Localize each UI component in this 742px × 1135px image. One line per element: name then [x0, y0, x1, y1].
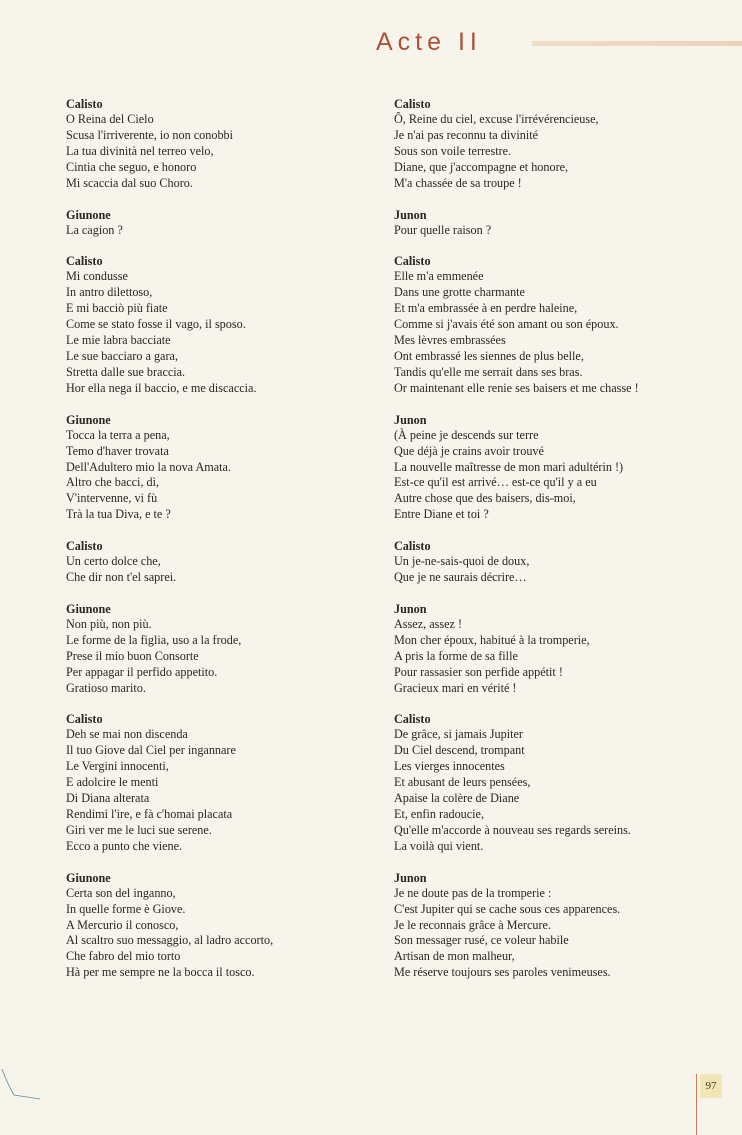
verse-line: Hà per me sempre ne la bocca il tosco. [66, 965, 255, 980]
verse-line: Que je ne saurais décrire… [394, 570, 527, 585]
verse-line: Che fabro del mio torto [66, 949, 181, 964]
speaker-name: Calisto [394, 539, 431, 554]
speech-block [394, 870, 714, 981]
speaker-name: Junon [394, 207, 427, 222]
verse-line: Giri ver me le luci sue serene. [66, 822, 212, 837]
verse-line: Tocca la terra a pena, [66, 427, 170, 442]
verse-line: Deh se mai non discenda [66, 727, 188, 742]
verse-line: Son messager rusé, ce voleur habile [394, 933, 569, 948]
speaker-name: Calisto [394, 254, 431, 269]
verse-line: Di Diana alterata [66, 791, 150, 806]
speech-block [394, 96, 714, 192]
verse-line: Al scaltro suo messaggio, al ladro accorto, [66, 933, 274, 948]
verse-line: Scusa l'irriverente, io non conobbi [66, 127, 234, 142]
verse-line: Les vierges innocentes [394, 759, 505, 774]
speech-block [66, 601, 366, 697]
verse-line: Temo d'haver trovata [66, 443, 169, 458]
speech-block [394, 207, 714, 239]
verse-line: La tua divinità nel terreo velo, [66, 143, 214, 158]
speech-block [394, 601, 714, 697]
verse-line: Et, enfin radoucie, [394, 807, 485, 821]
speaker-name: Giunone [66, 870, 111, 885]
verse-line: Pour rassasier son perfide appétit ! [394, 664, 563, 679]
verse-line: A Mercurio il conosco, [66, 917, 179, 932]
verse-line: V'intervenne, vi fù [66, 491, 158, 506]
speech-block [394, 412, 714, 523]
verse-line: Que déjà je crains avoir trouvé [394, 443, 544, 458]
verse-line: E adolcire le menti [66, 775, 159, 790]
speaker-name: Calisto [394, 712, 431, 727]
verse-line: Ecco a punto che viene. [66, 838, 183, 853]
speaker-name: Calisto [66, 539, 103, 554]
speaker-name: Junon [394, 870, 427, 885]
verse-line: La voilà qui vient. [394, 838, 484, 853]
verse-line: Entre Diane et toi ? [394, 507, 489, 522]
verse-line: Cintia che seguo, e honoro [66, 159, 197, 174]
speech-block [66, 207, 366, 239]
verse-line: M'a chassée de sa troupe ! [394, 175, 522, 190]
speech-block [66, 711, 366, 854]
verse-line: La cagion ? [66, 222, 123, 237]
verse-line: Per appagar il perfido appetito. [66, 664, 218, 679]
verse-line: Ont embrassé les siennes de plus belle, [394, 348, 584, 363]
speaker-name: Giunone [66, 207, 111, 222]
verse-line: Mi condusse [66, 269, 128, 284]
verse-line: Elle m'a emmenée [394, 269, 484, 284]
verse-line: Le sue bacciaro a gara, [66, 348, 178, 363]
header-rule [532, 41, 742, 46]
verse-line: Or maintenant elle renie ses baisers et me chasse ! [394, 380, 639, 395]
verse-line: Gracieux mari en vérité ! [394, 680, 517, 695]
verse-line: Le forme de la figlia, uso a la frode, [66, 632, 242, 647]
verse-line: Come se stato fosse il vago, il sposo. [66, 317, 246, 332]
footer-rule [696, 1074, 697, 1135]
verse-line: Un je-ne-sais-quoi de doux, [394, 554, 530, 569]
speech-block [66, 253, 366, 396]
verse-line: A pris la forme de sa fille [394, 648, 518, 663]
verse-line: Me réserve toujours ses paroles venimeuses. [394, 965, 611, 980]
speaker-name: Calisto [394, 97, 431, 111]
speech-block [66, 870, 366, 981]
corner-mark [0, 1065, 40, 1105]
verse-line: La nouvelle maîtresse de mon mari adultérin !) [394, 459, 624, 474]
verse-line: Autre chose que des baisers, dis-moi, [394, 491, 576, 506]
speech-block [66, 538, 366, 586]
speech-block [66, 96, 366, 192]
verse-line: Stretta dalle sue braccia. [66, 364, 186, 379]
verse-line: Tandis qu'elle me serrait dans ses bras. [394, 364, 583, 379]
verse-line: Pour quelle raison ? [394, 222, 492, 237]
verse-line: Et m'a embrassée à en perdre haleine, [394, 301, 578, 316]
verse-line: Artisan de mon malheur, [394, 949, 515, 964]
verse-line: Mes lèvres embrassées [394, 333, 506, 348]
verse-line: Prese il mio buon Consorte [66, 648, 199, 663]
verse-line: Du Ciel descend, trompant [394, 743, 525, 758]
verse-line: Un certo dolce che, [66, 554, 161, 569]
verse-line: Mon cher époux, habitué à la tromperie, [394, 632, 590, 647]
verse-line: Gratioso marito. [66, 680, 146, 695]
verse-line: C'est Jupiter qui se cache sous ces apparences. [394, 901, 621, 916]
verse-line: E mi bacciò più fiate [66, 301, 168, 316]
verse-line: Hor ella nega il baccio, e me discaccia. [66, 380, 257, 395]
page-header [0, 0, 742, 70]
verse-line: (À peine je descends sur terre [394, 427, 539, 442]
verse-line: Ô, Reine du ciel, excuse l'irrévérencieuse, [394, 112, 599, 126]
verse-line: Je ne doute pas de la tromperie : [394, 885, 552, 900]
verse-line: Dans une grotte charmante [394, 285, 525, 300]
verse-line: Je le reconnais grâce à Mercure. [394, 917, 551, 932]
french-column [394, 96, 714, 996]
verse-line: Sous son voile terrestre. [394, 143, 512, 158]
verse-line: Je n'ai pas reconnu ta divinité [394, 127, 539, 142]
verse-line: In quelle forme è Giove. [66, 901, 186, 916]
page-number: 97 [700, 1074, 722, 1098]
verse-line: Assez, assez ! [394, 616, 463, 631]
verse-line: Et abusant de leurs pensées, [394, 775, 531, 790]
verse-line: Comme si j'avais été son amant ou son époux. [394, 317, 619, 332]
act-title: Acte II [376, 28, 482, 56]
verse-line: Altro che bacci, dì, [66, 475, 160, 490]
italian-column [66, 96, 366, 996]
speaker-name: Calisto [66, 254, 103, 269]
speaker-name: Calisto [66, 712, 103, 727]
speaker-name: Giunone [66, 601, 111, 616]
speech-block [66, 412, 366, 523]
verse-line: Le mie labra bacciate [66, 333, 171, 348]
verse-line: Certa son del inganno, [66, 885, 176, 900]
verse-line: In antro dilettoso, [66, 285, 153, 300]
verse-line: Apaise la colère de Diane [394, 791, 520, 806]
verse-line: Est-ce qu'il est arrivé… est-ce qu'il y a eu [394, 475, 597, 490]
verse-line: O Reina del Cielo [66, 112, 154, 126]
verse-line: Che dir non t'el saprei. [66, 570, 177, 585]
verse-line: Non più, non più. [66, 616, 152, 631]
verse-line: Qu'elle m'accorde à nouveau ses regards sereins. [394, 822, 631, 837]
verse-line: Diane, que j'accompagne et honore, [394, 159, 569, 174]
verse-line: Le Vergini innocenti, [66, 759, 169, 774]
speaker-name: Giunone [66, 412, 111, 427]
verse-line: Il tuo Giove dal Ciel per ingannare [66, 743, 236, 758]
speech-block [394, 711, 714, 854]
speech-block [394, 538, 714, 586]
speech-block [394, 253, 714, 396]
verse-line: De grâce, si jamais Jupiter [394, 727, 523, 742]
verse-line: Rendimi l'ire, e fà c'homai placata [66, 807, 233, 821]
speaker-name: Calisto [66, 97, 103, 111]
speaker-name: Junon [394, 412, 427, 427]
verse-line: Mi scaccia dal suo Choro. [66, 175, 193, 190]
speaker-name: Junon [394, 601, 427, 616]
verse-line: Dell'Adultero mio la nova Amata. [66, 459, 231, 474]
verse-line: Trà la tua Diva, e te ? [66, 507, 171, 522]
